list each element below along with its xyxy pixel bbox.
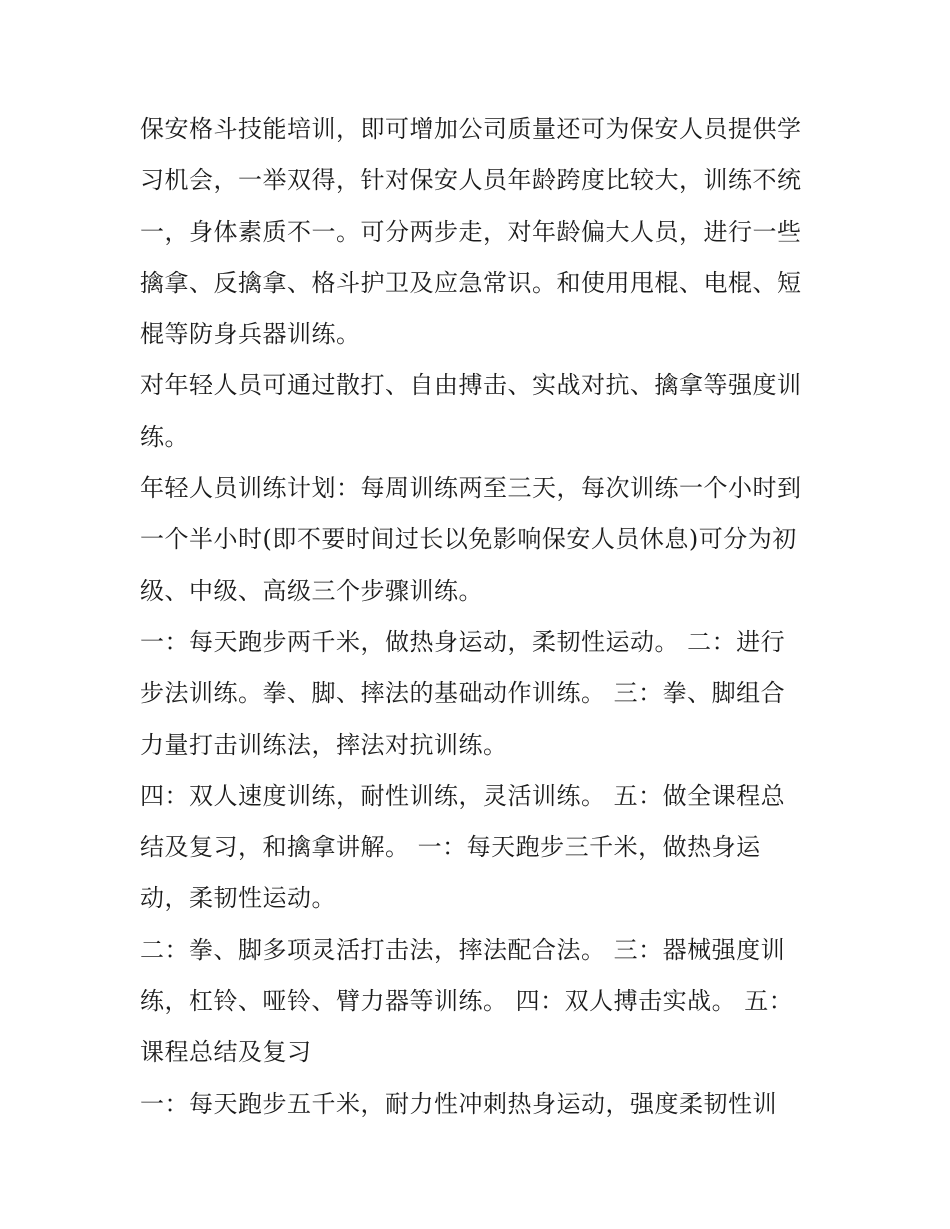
text-line: 二：拳、脚多项灵活打击法，摔法配合法。 三：器械强度训 bbox=[140, 935, 786, 964]
text-line: 结及复习，和擒拿讲解。 一：每天跑步三千米，做热身运 bbox=[140, 833, 761, 862]
text-line: 力量打击训练法，摔法对抗训练。 bbox=[140, 730, 508, 759]
text-line: 练，杠铃、哑铃、臂力器等训练。 四：双人搏击实战。 五： bbox=[140, 987, 794, 1016]
text-line: 一，身体素质不一。可分两步走，对年龄偏大人员，进行一些 bbox=[140, 217, 802, 246]
text-line: 一：每天跑步两千米，做热身运动，柔韧性运动。 二：进行 bbox=[140, 627, 786, 656]
text-line: 步法训练。拳、脚、摔法的基础动作训练。 三：拳、脚组合 bbox=[140, 679, 786, 708]
text-line: 习机会，一举双得，针对保安人员年龄跨度比较大，训练不统 bbox=[140, 166, 802, 195]
text-line: 对年轻人员可通过散打、自由搏击、实战对抗、擒拿等强度训 bbox=[140, 371, 802, 400]
text-line: 年轻人员训练计划：每周训练两至三天，每次训练一个小时到 bbox=[140, 474, 802, 503]
text-line: 棍等防身兵器训练。 bbox=[140, 320, 361, 349]
text-line: 练。 bbox=[140, 422, 189, 451]
text-line: 级、中级、高级三个步骤训练。 bbox=[140, 576, 483, 605]
text-line: 擒拿、反擒拿、格斗护卫及应急常识。和使用甩棍、电棍、短 bbox=[140, 268, 802, 297]
document-body bbox=[140, 104, 820, 1130]
text-line: 保安格斗技能培训，即可增加公司质量还可为保安人员提供学 bbox=[140, 115, 802, 143]
text-line: 课程总结及复习 bbox=[140, 1038, 312, 1067]
text-line: 一：每天跑步五千米，耐力性冲刺热身运动，强度柔韧性训 bbox=[140, 1089, 777, 1118]
text-line: 动，柔韧性运动。 bbox=[140, 884, 336, 913]
text-line: 四：双人速度训练，耐性训练，灵活训练。 五：做全课程总 bbox=[140, 781, 786, 810]
text-line: 一个半小时(即不要时间过长以免影响保安人员休息)可分为初 bbox=[140, 525, 797, 554]
